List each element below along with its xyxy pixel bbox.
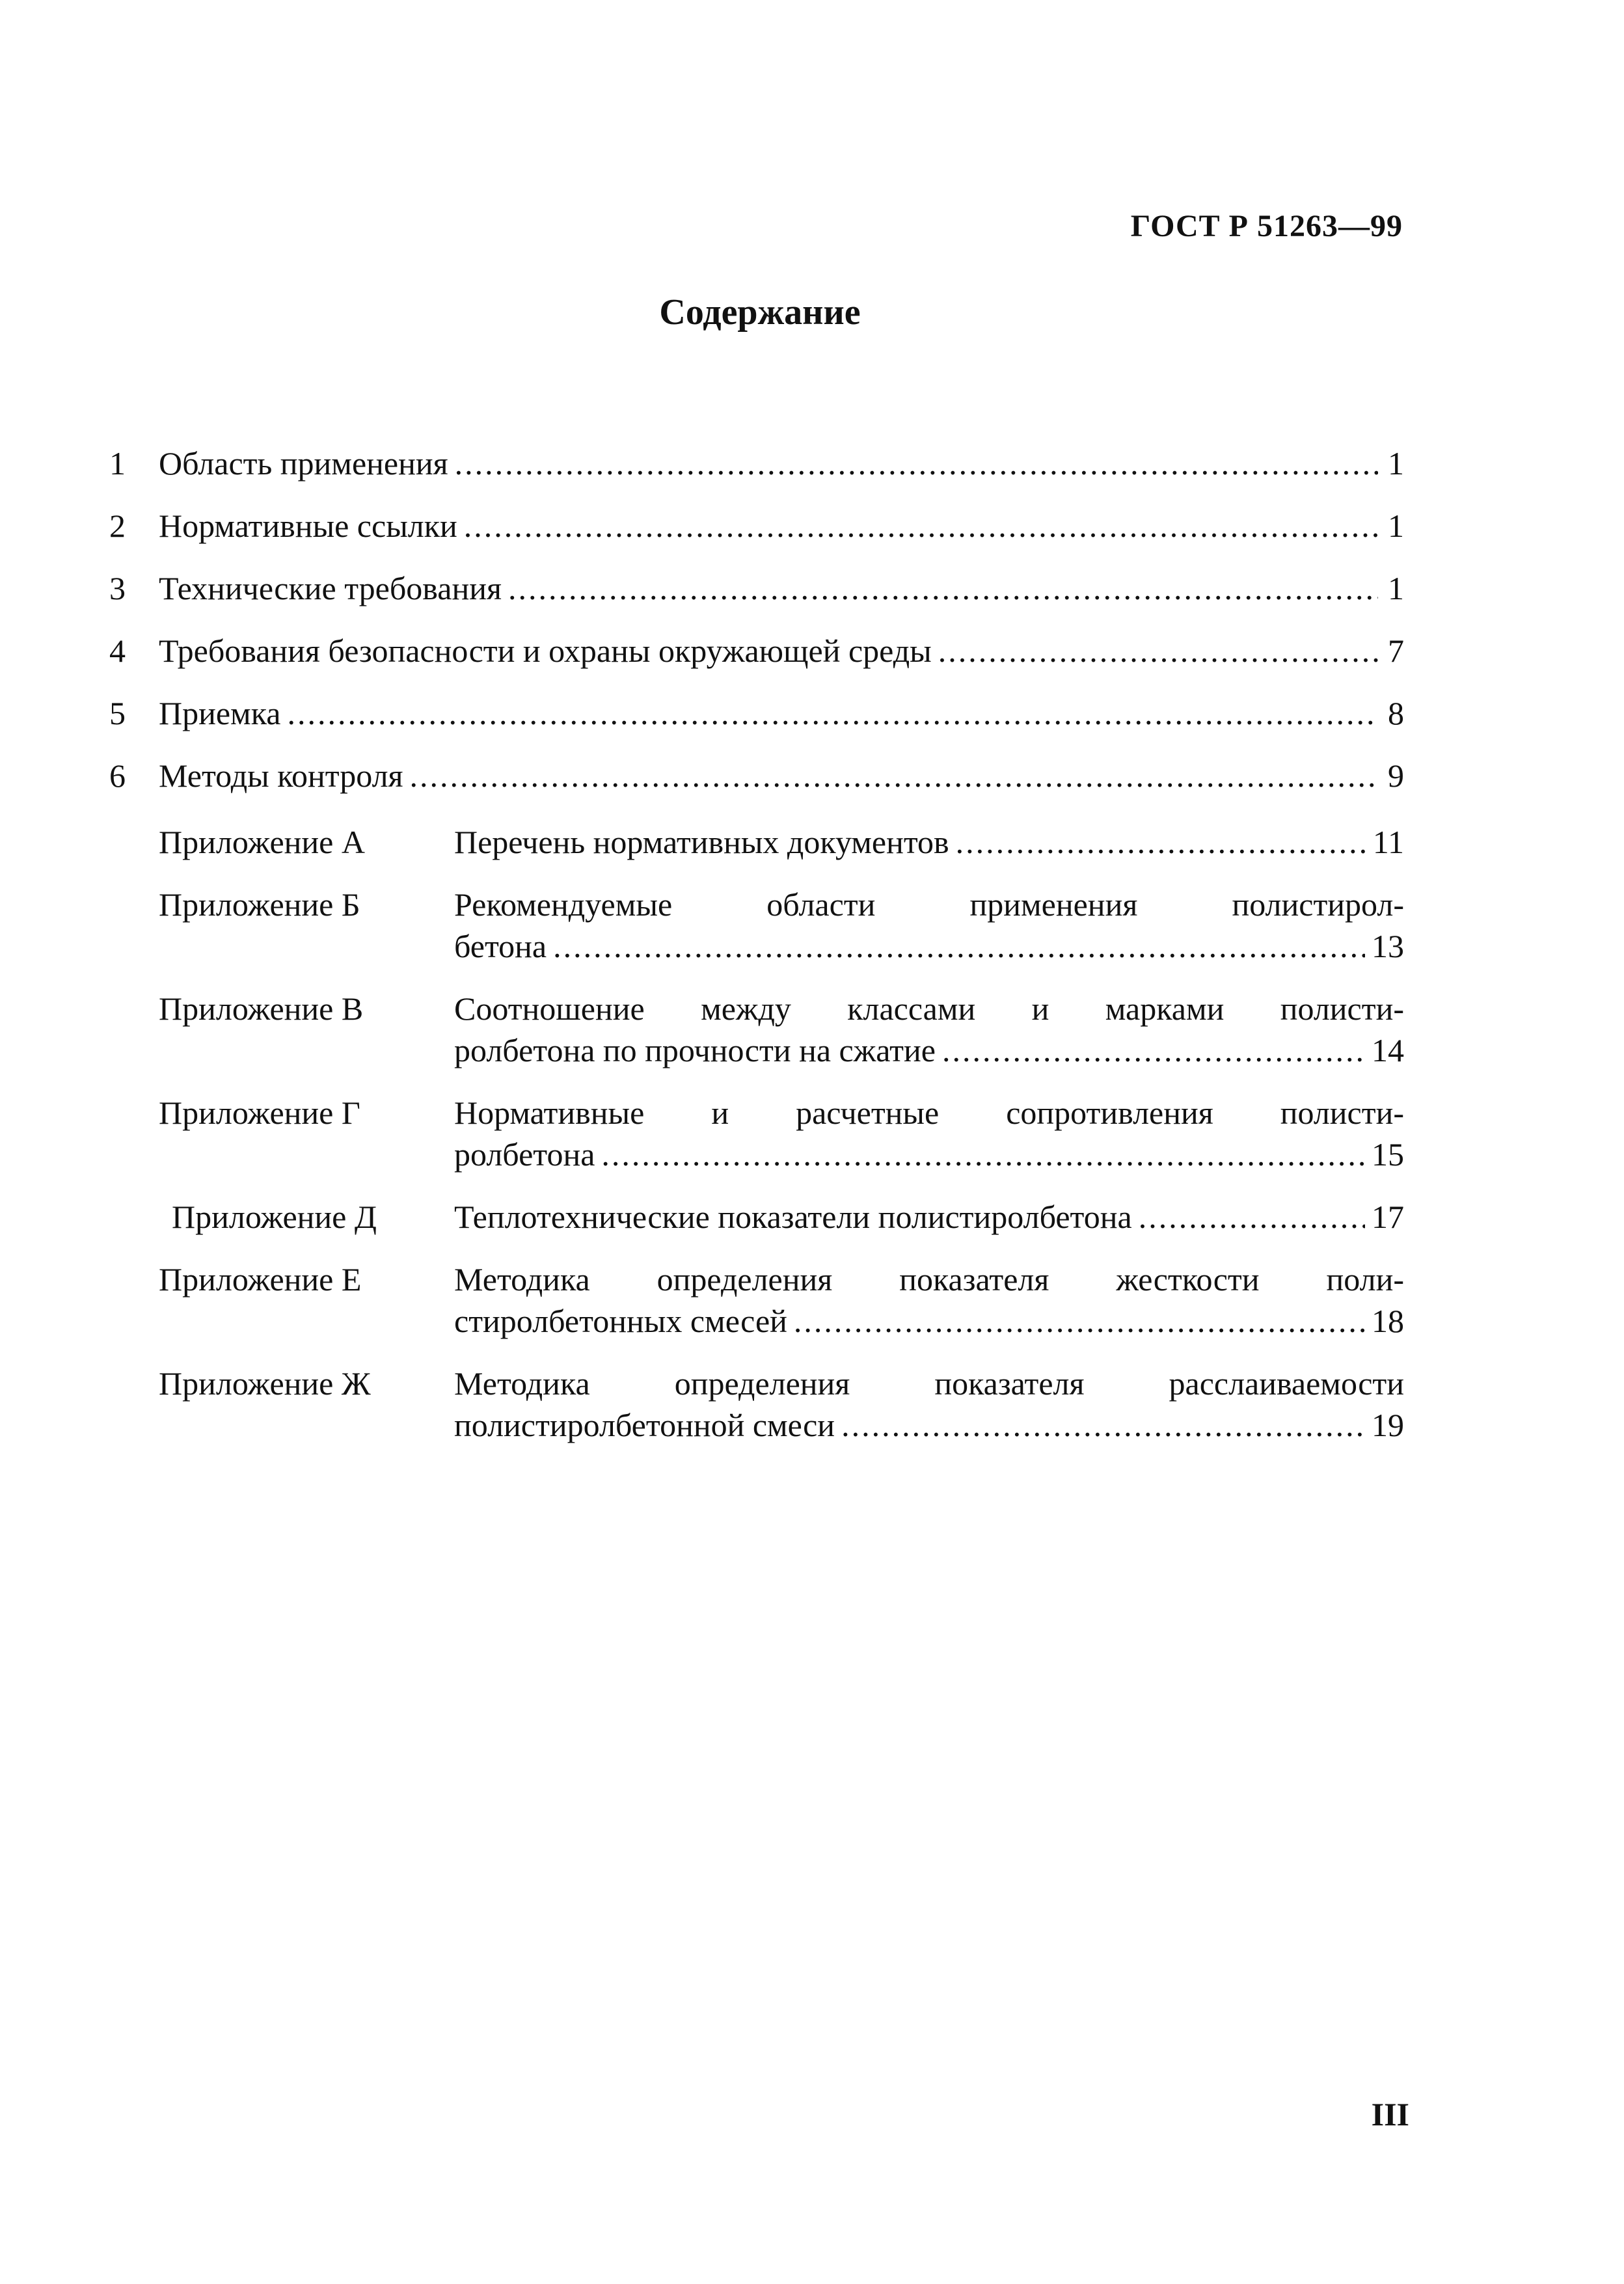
page-ref: 18: [1372, 1303, 1404, 1339]
appendix-title-line: ролбетона: [454, 1136, 595, 1173]
page-ref: 1: [1388, 445, 1404, 482]
toc-section-6[interactable]: [109, 755, 1404, 817]
section-number: 6: [109, 757, 126, 794]
dot-leader: [794, 1300, 1365, 1342]
appendix-label: Приложение Е: [159, 1261, 362, 1298]
dot-leader: [841, 1404, 1365, 1446]
appendix-title: Перечень нормативных документов: [454, 824, 949, 860]
page-ref: 15: [1372, 1136, 1404, 1173]
appendix-title-line: Методика определения показателя расслаиваемости: [454, 1365, 1404, 1402]
appendix-title-line: ролбетона по прочности на сжатие: [454, 1032, 936, 1068]
dot-leader: [410, 755, 1378, 796]
section-title: Нормативные ссылки: [159, 508, 457, 544]
page-ref: 14: [1372, 1032, 1404, 1068]
section-number: 5: [109, 695, 126, 731]
toc-appendix-d[interactable]: [109, 1196, 1404, 1238]
appendix-title-line: бетона: [454, 928, 547, 964]
section-title: Приемка: [159, 695, 281, 731]
toc-appendix-e[interactable]: [109, 1258, 1404, 1342]
page-ref: 1: [1388, 570, 1404, 606]
appendix-label: Приложение Г: [159, 1094, 360, 1131]
dot-leader: [601, 1134, 1365, 1175]
toc-section-5[interactable]: [109, 692, 1404, 755]
appendix-title-line: Рекомендуемые области применения полистирол-: [454, 886, 1404, 923]
dot-leader: [464, 505, 1378, 547]
appendix-title: Теплотехнические показатели полистиролбетона: [454, 1199, 1132, 1235]
dot-leader: [1139, 1196, 1365, 1238]
page-ref: 7: [1388, 632, 1404, 669]
appendix-label: Приложение Б: [159, 886, 360, 923]
dot-leader: [455, 442, 1378, 484]
section-number: 4: [109, 632, 126, 669]
page-ref: 19: [1372, 1407, 1404, 1443]
toc-appendix-v[interactable]: [109, 988, 1404, 1071]
toc-appendix-g[interactable]: [109, 1092, 1404, 1175]
appendix-label: Приложение Ж: [159, 1365, 371, 1402]
section-title: Методы контроля: [159, 757, 403, 794]
toc-section-3[interactable]: [109, 567, 1404, 630]
section-number: 3: [109, 570, 126, 606]
page-ref: 1: [1388, 508, 1404, 544]
section-number: 2: [109, 508, 126, 544]
dot-leader: [287, 692, 1378, 734]
toc-section-1[interactable]: [109, 442, 1404, 505]
dot-leader: [956, 821, 1366, 863]
appendix-title-line: стиролбетонных смесей: [454, 1303, 787, 1339]
page-number: III: [1371, 2096, 1409, 2132]
toc-section-4[interactable]: [109, 630, 1404, 692]
toc-appendix-a[interactable]: [109, 821, 1404, 863]
appendix-title-line: полистиролбетонной смеси: [454, 1407, 835, 1443]
page-ref: 11: [1372, 824, 1404, 860]
page-ref: 9: [1388, 757, 1404, 794]
toc-section-2[interactable]: [109, 505, 1404, 567]
dot-leader: [942, 1029, 1365, 1071]
dot-leader: [553, 925, 1365, 967]
appendix-title-line: Методика определения показателя жесткости поли-: [454, 1261, 1404, 1298]
document-code: ГОСТ Р 51263—99: [1130, 209, 1403, 243]
page-ref: 8: [1388, 695, 1404, 731]
appendix-label: Приложение В: [159, 990, 364, 1027]
page-ref: 13: [1372, 928, 1404, 964]
toc-appendix-zh[interactable]: [109, 1363, 1404, 1446]
section-title: Требования безопасности и охраны окружающей среды: [159, 632, 932, 669]
section-title: Область применения: [159, 445, 448, 482]
table-of-contents: [109, 442, 1404, 1467]
toc-appendix-b[interactable]: [109, 884, 1404, 967]
dot-leader: [938, 630, 1378, 672]
appendix-label: Приложение Д: [172, 1199, 377, 1235]
appendix-label: Приложение А: [159, 824, 365, 860]
page-ref: 17: [1372, 1199, 1404, 1235]
section-title: Технические требования: [159, 570, 502, 606]
dot-leader: [508, 567, 1378, 609]
appendix-title-line: Нормативные и расчетные сопротивления полисти-: [454, 1094, 1404, 1131]
section-number: 1: [109, 445, 126, 482]
page-title: Содержание: [659, 292, 861, 333]
appendix-title-line: Соотношение между классами и марками полисти-: [454, 990, 1404, 1027]
